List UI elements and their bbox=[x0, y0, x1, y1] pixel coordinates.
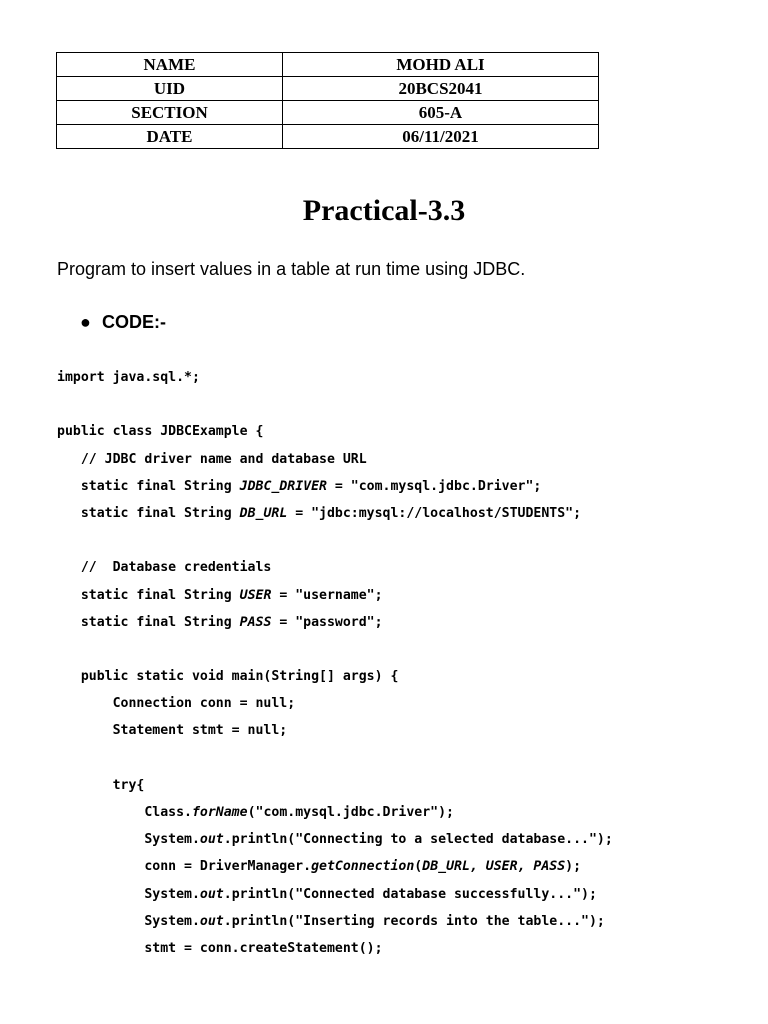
code-text: ); bbox=[565, 859, 582, 875]
table-row bbox=[57, 101, 599, 125]
code-line bbox=[57, 908, 613, 935]
code-block bbox=[57, 364, 613, 962]
code-section-label: CODE:- bbox=[102, 312, 166, 332]
code-line bbox=[57, 799, 613, 826]
program-description: Program to insert values in a table at run time using JDBC. bbox=[57, 259, 526, 279]
code-line bbox=[57, 554, 613, 581]
code-text: = "username"; bbox=[271, 587, 383, 603]
code-identifier: getConnection bbox=[311, 859, 415, 875]
code-line bbox=[57, 446, 613, 473]
uid-value: 20BCS2041 bbox=[283, 77, 599, 101]
section-label: SECTION bbox=[57, 101, 283, 125]
code-text: static final String bbox=[57, 587, 240, 603]
code-identifier: out bbox=[199, 886, 224, 902]
table-row bbox=[57, 125, 599, 149]
date-label: DATE bbox=[57, 125, 283, 149]
code-text: .println("Inserting records into the table..."); bbox=[223, 913, 605, 929]
code-line bbox=[57, 772, 613, 799]
code-text: Connection conn = null; bbox=[57, 696, 296, 712]
code-line bbox=[57, 500, 613, 527]
code-identifier: out bbox=[199, 832, 224, 848]
uid-label: UID bbox=[57, 77, 283, 101]
code-text: public static void main(String[] args) { bbox=[57, 669, 399, 685]
code-identifier: out bbox=[199, 913, 224, 929]
code-line bbox=[57, 935, 613, 962]
table-row bbox=[57, 53, 599, 77]
code-line bbox=[57, 473, 613, 500]
date-value: 06/11/2021 bbox=[283, 125, 599, 149]
code-identifier: JDBC_DRIVER bbox=[239, 478, 327, 494]
code-text: ("com.mysql.jdbc.Driver"); bbox=[247, 805, 454, 820]
code-line bbox=[57, 663, 613, 690]
code-text: .println("Connecting to a selected database..."); bbox=[223, 832, 613, 848]
page-title: Practical-3.3 bbox=[302, 194, 466, 227]
code-line bbox=[57, 745, 613, 772]
code-identifier: USER bbox=[239, 587, 272, 603]
student-info-table bbox=[56, 52, 599, 149]
code-text: Statement stmt = null; bbox=[57, 723, 288, 739]
bullet-icon: ● bbox=[80, 312, 91, 332]
section-value: 605-A bbox=[283, 101, 599, 125]
code-text: public class JDBCExample { bbox=[57, 424, 264, 440]
code-text: static final String bbox=[57, 614, 240, 630]
code-text: = "jdbc:mysql://localhost/STUDENTS"; bbox=[287, 505, 582, 521]
code-text: .println("Connected database successfully..."); bbox=[223, 886, 597, 902]
code-text: static final String bbox=[57, 505, 240, 521]
code-identifier: DB_URL, USER, PASS bbox=[422, 859, 566, 875]
code-line bbox=[57, 582, 613, 609]
code-text: Class. bbox=[57, 805, 192, 820]
code-line bbox=[57, 527, 613, 554]
code-text: ( bbox=[414, 859, 423, 875]
code-text: stmt = conn.createStatement(); bbox=[57, 940, 383, 956]
code-line bbox=[57, 391, 613, 418]
code-text: try{ bbox=[57, 777, 145, 793]
code-text: // JDBC driver name and database URL bbox=[57, 451, 367, 467]
code-line bbox=[57, 853, 613, 880]
code-line bbox=[57, 609, 613, 636]
name-label: NAME bbox=[57, 53, 283, 77]
code-identifier: DB_URL bbox=[239, 505, 288, 521]
code-text: conn = DriverManager. bbox=[57, 859, 312, 875]
code-line bbox=[57, 690, 613, 717]
code-line bbox=[57, 636, 613, 663]
code-line bbox=[57, 826, 613, 853]
code-line bbox=[57, 418, 613, 445]
code-text: System. bbox=[57, 886, 200, 902]
name-value: MOHD ALI bbox=[283, 53, 599, 77]
code-text: // Database credentials bbox=[57, 560, 272, 576]
code-text: System. bbox=[57, 832, 200, 848]
code-text: System. bbox=[57, 913, 200, 929]
code-text: static final String bbox=[57, 478, 240, 494]
code-section-heading bbox=[80, 312, 166, 333]
code-text: = "com.mysql.jdbc.Driver"; bbox=[326, 478, 542, 494]
table-row bbox=[57, 77, 599, 101]
code-identifier: forName bbox=[191, 805, 248, 820]
code-line bbox=[57, 717, 613, 744]
code-line bbox=[57, 881, 613, 908]
code-line bbox=[57, 364, 613, 391]
code-text: = "password"; bbox=[271, 614, 383, 630]
code-text: import java.sql.*; bbox=[57, 370, 200, 385]
code-identifier: PASS bbox=[239, 614, 272, 630]
